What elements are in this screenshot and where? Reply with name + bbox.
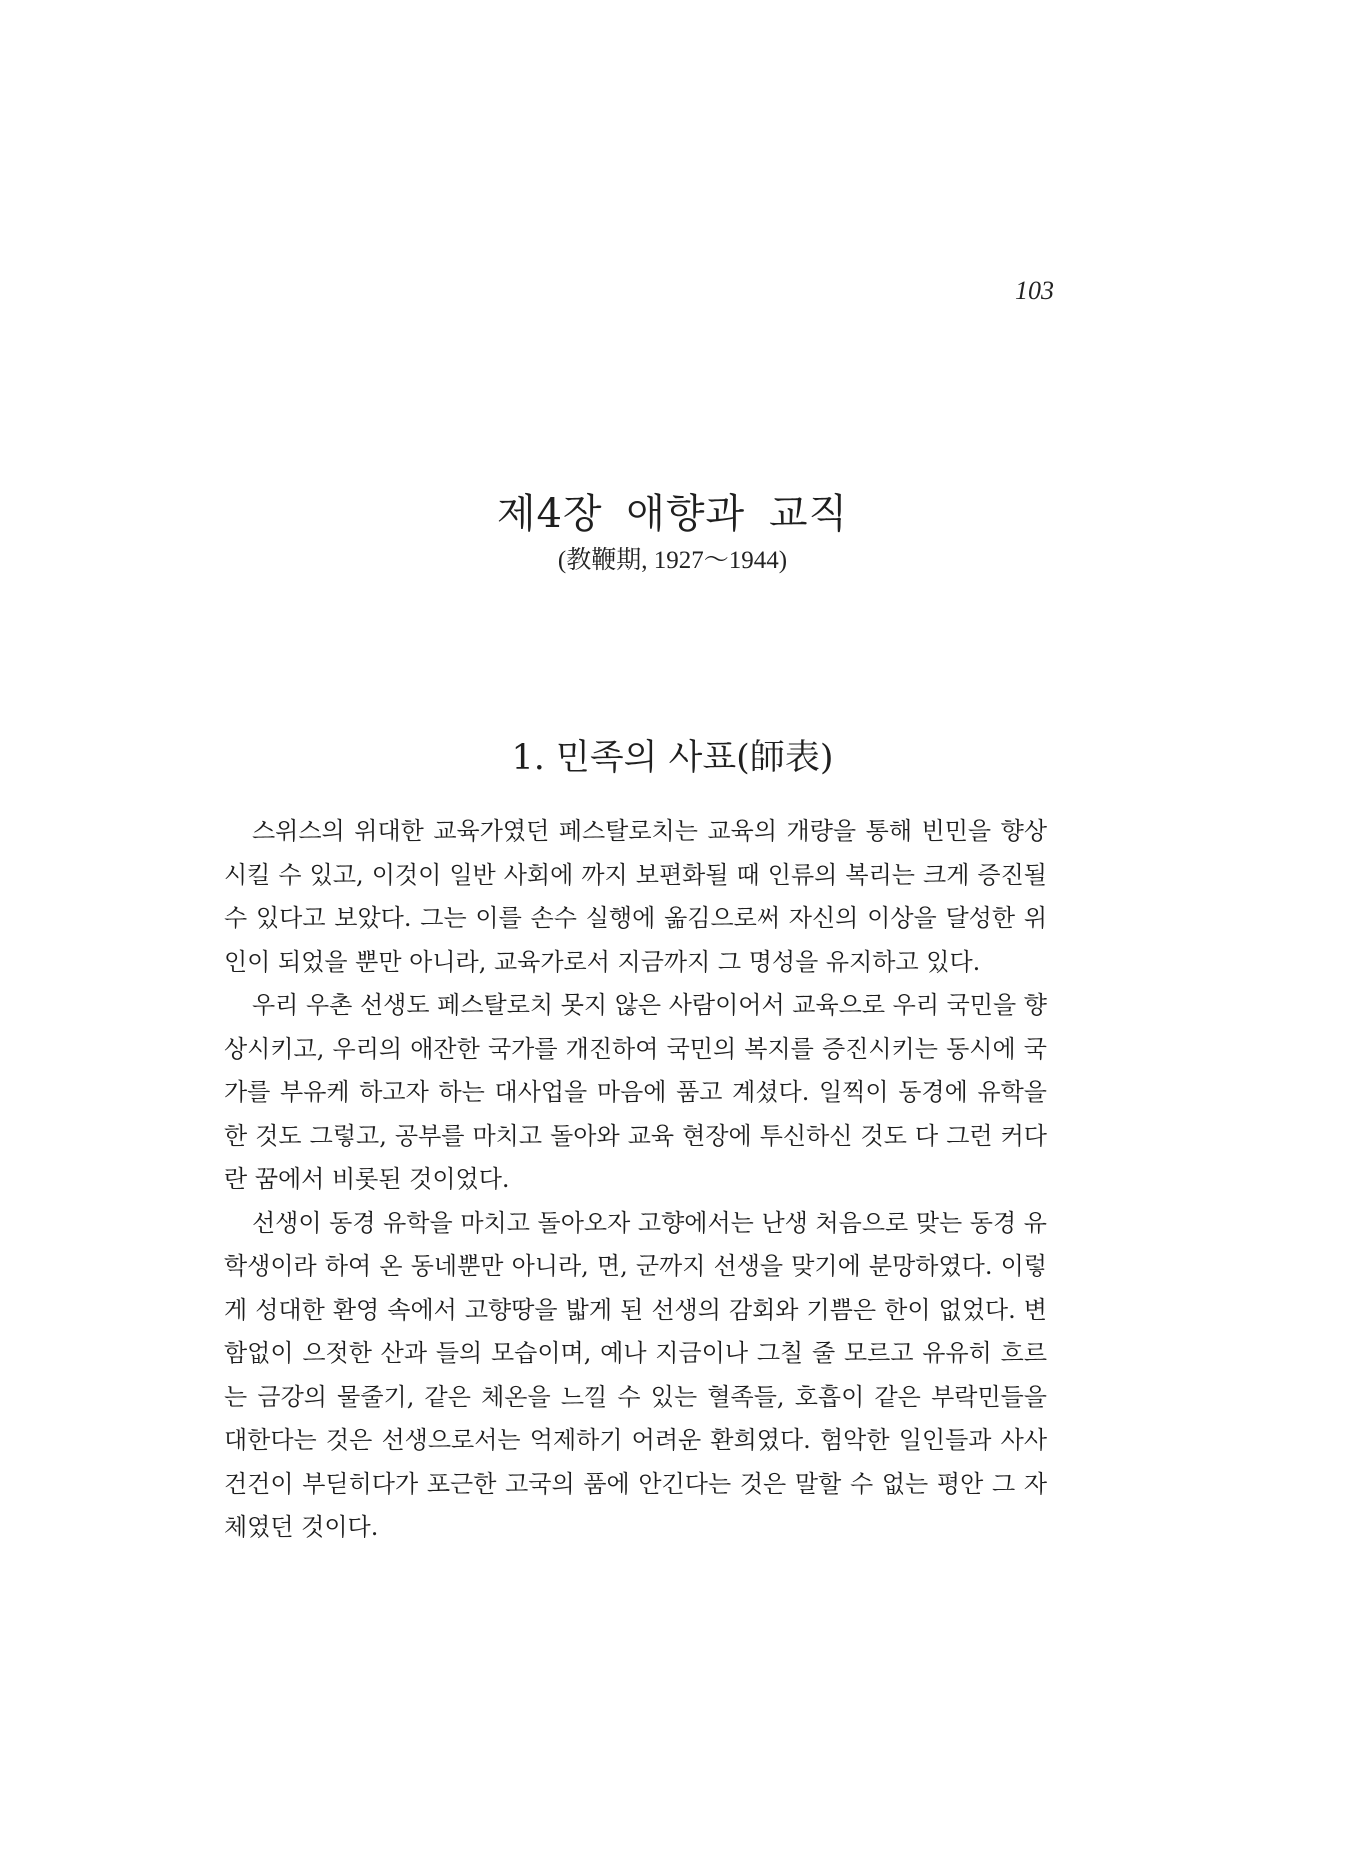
body-text — [224, 810, 1047, 1550]
paragraph-2: 우리 우촌 선생도 페스탈로치 못지 않은 사람이어서 교육으로 우리 국민을 향상시키고, 우리의 애잔한 국가를 개진하여 국민의 복지를 증진시키는 동시에 국가를 부유케 하고자 하는 대사업을 마음에 품고 계셨다. 일찍이 동경에 유학을 한 것도 그렇고, 공부를 마치고 돌아와 교육 현장에 투신하신 것도 다 그런 커다란 꿈에서 비롯된 것이었다. — [224, 991, 1047, 1193]
paragraph-1: 스위스의 위대한 교육가였던 페스탈로치는 교육의 개량을 통해 빈민을 향상시킬 수 있고, 이것이 일반 사회에 까지 보편화될 때 인류의 복리는 크게 증진될 수 있다고 보았다. 그는 이를 손수 실행에 옮김으로써 자신의 이상을 달성한 위인이 되었을 뿐만 아니라, 교육가로서 지금까지 그 명성을 유지하고 있다. — [224, 817, 1047, 976]
page-number: 103 — [1015, 276, 1054, 305]
chapter-title: 제4장 애향과 교직 — [496, 491, 849, 537]
chapter-subtitle: (教鞭期, 1927～1944) — [557, 547, 788, 574]
section-title: 1. 민족의 사표(師表) — [511, 738, 834, 778]
paragraph-3: 선생이 동경 유학을 마치고 돌아오자 고향에서는 난생 처음으로 맞는 동경 유학생이라 하여 온 동네뿐만 아니라, 면, 군까지 선생을 맞기에 분망하였다. 이렇게 성대한 환영 속에서 고향땅을 밟게 된 선생의 감회와 기쁨은 한이 없었다. 변함없이 으젓한 산과 들의 모습이며, 예나 지금이나 그칠 줄 모르고 유유히 흐르는 금강의 물줄기, 같은 체온을 느낄 수 있는 혈족들, 호흡이 같은 부락민들을 대한다는 것은 선생으로서는 억제하기 어려운 환희였다. 험악한 일인들과 사사건건이 부딛히다가 포근한 고국의 품에 안긴다는 것은 말할 수 없는 평안 그 자체였던 것이다. — [224, 1208, 1047, 1541]
